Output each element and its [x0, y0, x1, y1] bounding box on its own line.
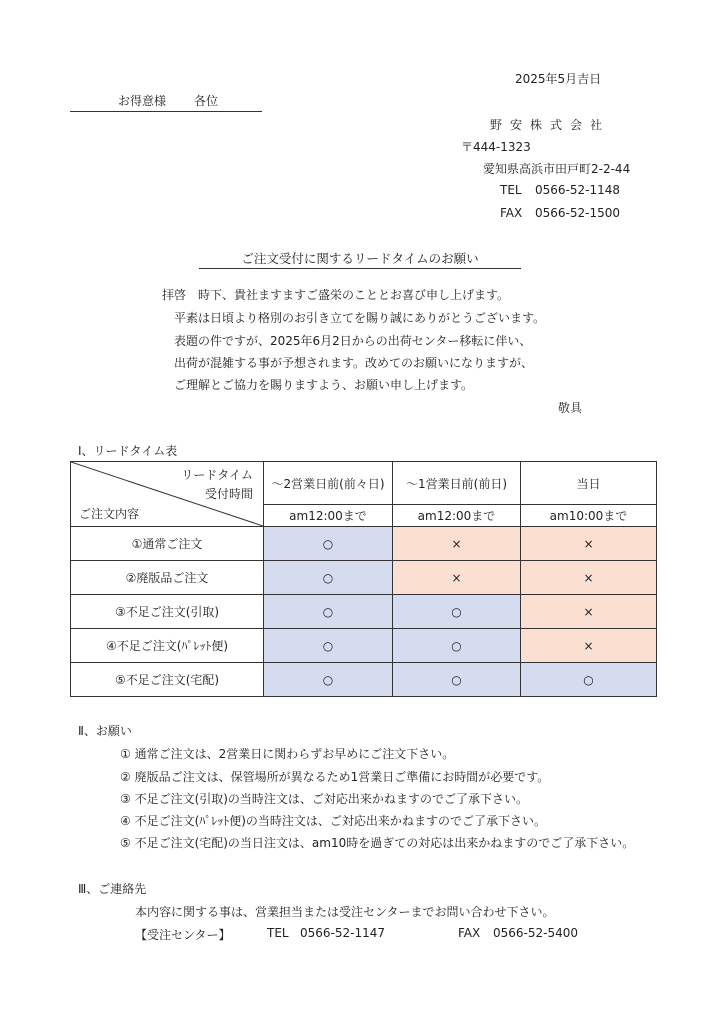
table-row: [71, 629, 657, 663]
availability-cell: ○: [393, 629, 521, 663]
availability-cell: ○: [521, 663, 657, 697]
table-row: [71, 561, 657, 595]
tel-label: TEL: [500, 183, 522, 197]
company-fax: [500, 206, 620, 220]
column-time: am12:00まで: [393, 505, 521, 527]
availability-cell: ○: [264, 527, 393, 561]
row-label: ②廃版品ご注文: [71, 561, 264, 595]
column-time: am10:00まで: [521, 505, 657, 527]
contact-text: 本内容に関する事は、営業担当または受注センターまでお問い合わせ下さい。: [135, 905, 555, 919]
letter-closing: 敬具: [558, 401, 583, 415]
tel-number: 0566-52-1148: [535, 183, 621, 197]
availability-cell: ×: [393, 527, 521, 561]
lead-time-table: [70, 461, 657, 697]
contact-fax-label: FAX: [458, 926, 481, 940]
document-subject: ご注文受付に関するリードタイムのお願い: [241, 251, 479, 266]
request-item: ⑤ 不足ご注文(宅配)の当日注文は、am10時を過ぎての対応は出来かねますのでご了承下さい。: [120, 836, 635, 850]
fax-label: FAX: [500, 206, 523, 220]
letter-line: 平素は日頃より格別のお引き立てを賜り誠にありがとうございます。: [174, 311, 546, 325]
letter-line: 表題の件ですが、2025年6月2日からの出荷センター移転に伴い、: [174, 334, 532, 348]
row-label: ①通常ご注文: [71, 527, 264, 561]
letter-line: ご理解とご協力を賜りますよう、お願い申し上げます。: [174, 378, 474, 392]
company-tel: [500, 183, 620, 197]
row-label: ④不足ご注文(ﾊﾟﾚｯﾄ便): [71, 629, 264, 663]
availability-cell: ×: [521, 561, 657, 595]
column-header: ～1営業日前(前日): [393, 462, 521, 505]
request-item: ③ 不足ご注文(引取)の当時注文は、ご対応出来かねますのでご了承下さい。: [120, 792, 528, 806]
company-address: 愛知県高浜市田戸町2-2-44: [483, 162, 631, 176]
recipient-name: お得意様: [118, 94, 167, 108]
availability-cell: ×: [521, 595, 657, 629]
letter-date: 2025年5月吉日: [515, 72, 602, 86]
postal-code: 〒444-1323: [461, 140, 531, 154]
letter-line: 出荷が混雑する事が予想されます。改めてのお願いになりますが、: [174, 356, 534, 370]
section-1-title: Ⅰ、リードタイム表: [78, 444, 178, 458]
contact-fax: 0566-52-5400: [493, 926, 579, 940]
order-center-label: 【受注センター】: [135, 928, 231, 942]
recipient-underline: [70, 111, 262, 112]
table-corner-header: [71, 462, 264, 527]
availability-cell: ○: [264, 629, 393, 663]
availability-cell: ○: [393, 595, 521, 629]
letter-opening: 拝啓 時下、貴社ますますご盛栄のこととお喜び申し上げます。: [162, 288, 510, 302]
column-header: 当日: [521, 462, 657, 505]
contact-tel: 0566-52-1147: [300, 926, 386, 940]
availability-cell: ×: [521, 527, 657, 561]
contact-tel-label: TEL: [267, 926, 289, 940]
recipient-suffix: 各位: [194, 94, 219, 108]
table-row: [71, 663, 657, 697]
section-2-title: Ⅱ、お願い: [78, 724, 132, 738]
header-leadtime: リードタイム: [181, 468, 253, 482]
request-item: ② 廃版品ご注文は、保管場所が異なるため1営業日ご準備にお時間が必要です。: [120, 770, 550, 784]
availability-cell: ○: [264, 561, 393, 595]
table-row: [71, 527, 657, 561]
availability-cell: ○: [393, 663, 521, 697]
company-name: 野安株式会社: [490, 118, 611, 132]
header-order-content: ご注文内容: [79, 507, 140, 521]
availability-cell: ○: [264, 663, 393, 697]
section-3-title: Ⅲ、ご連絡先: [78, 882, 147, 896]
request-item: ④ 不足ご注文(ﾊﾟﾚｯﾄ便)の当時注文は、ご対応出来かねますのでご了承下さい。: [120, 814, 546, 828]
fax-number: 0566-52-1500: [535, 206, 621, 220]
column-time: am12:00まで: [264, 505, 393, 527]
availability-cell: ×: [393, 561, 521, 595]
request-item: ① 通常ご注文は、2営業日に関わらずお早めにご注文下さい。: [120, 747, 455, 761]
availability-cell: ○: [264, 595, 393, 629]
subject-underline: [199, 268, 521, 269]
availability-cell: ×: [521, 629, 657, 663]
table-row: [71, 595, 657, 629]
column-header: ～2営業日前(前々日): [264, 462, 393, 505]
row-label: ③不足ご注文(引取): [71, 595, 264, 629]
row-label: ⑤不足ご注文(宅配): [71, 663, 264, 697]
recipient: [118, 92, 218, 109]
header-reception-time: 受付時間: [204, 487, 253, 501]
